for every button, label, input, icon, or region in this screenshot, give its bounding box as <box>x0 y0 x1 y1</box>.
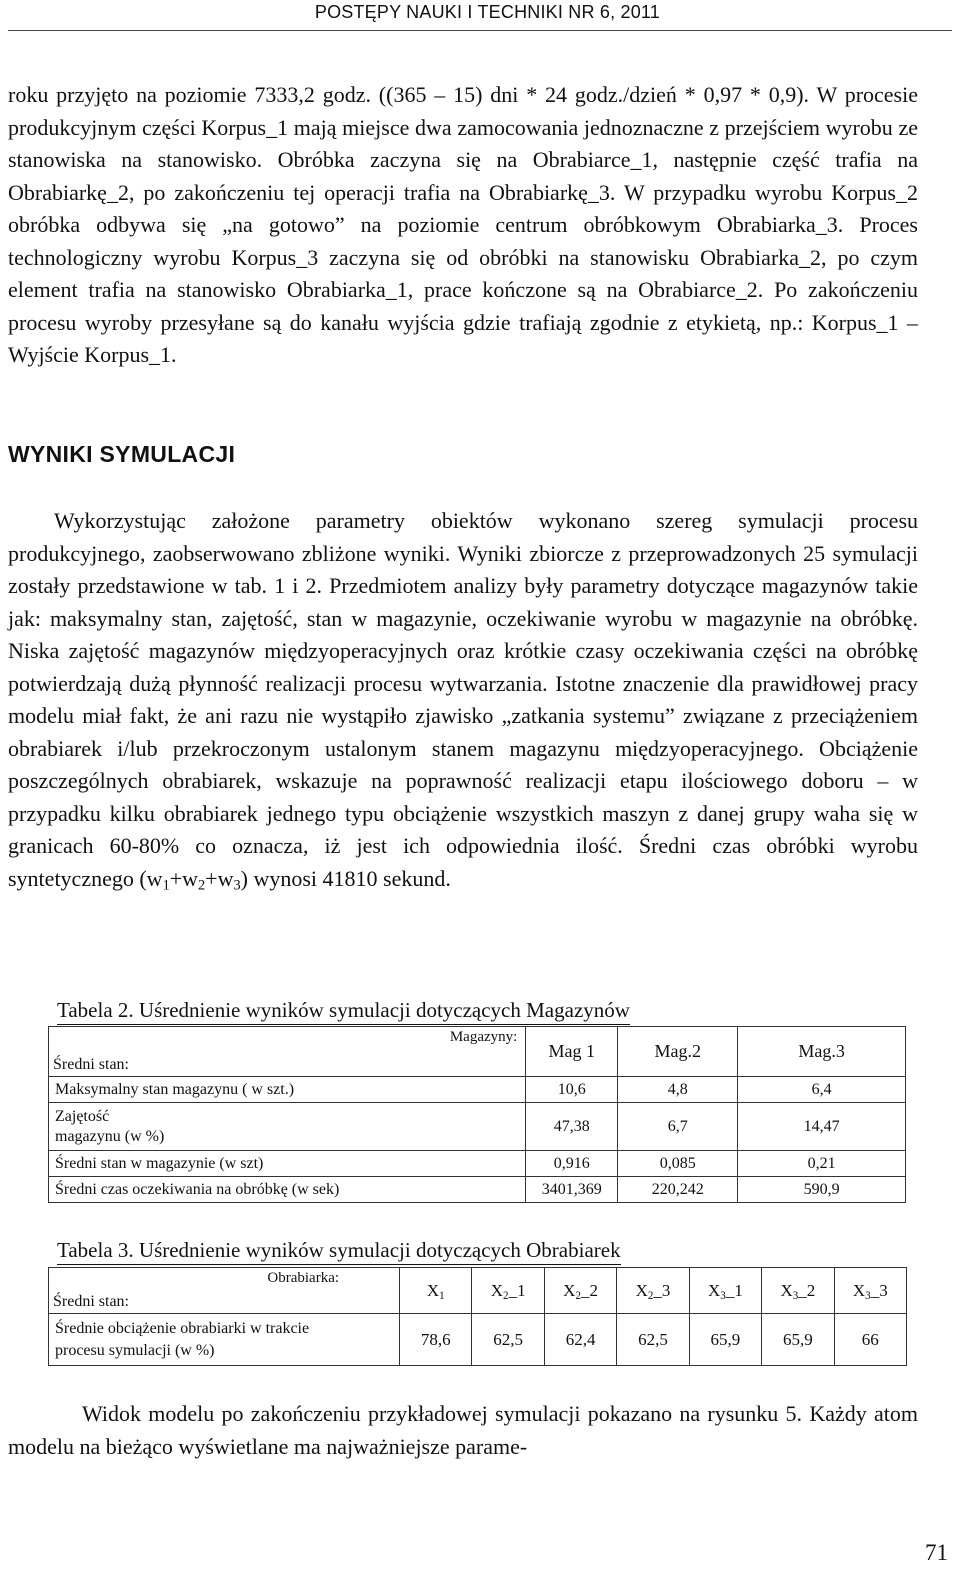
table-row <box>49 1151 906 1177</box>
row-label: Średni czas oczekiwania na obróbkę (w sek) <box>49 1177 526 1203</box>
table-cell: 10,6 <box>526 1077 618 1103</box>
table-cell: 62,4 <box>544 1314 616 1366</box>
table-cell: 66 <box>834 1314 906 1366</box>
column-header: $X_2\_1$ <box>472 1268 544 1314</box>
column-header: $X_1$ <box>400 1268 472 1314</box>
table-cell: 62,5 <box>617 1314 689 1366</box>
table-cell: 590,9 <box>738 1177 906 1203</box>
subscript-w2: 2 <box>198 877 206 894</box>
table-cell: 47,38 <box>526 1103 618 1151</box>
table-cell: 62,5 <box>472 1314 544 1366</box>
table-cell: 3401,369 <box>526 1177 618 1203</box>
column-header: $X_2\_2$ <box>544 1268 616 1314</box>
paragraph-simulation-results <box>8 505 918 895</box>
table-cell: 4,8 <box>618 1077 738 1103</box>
corner-label-bottom: Średni stan: <box>53 1055 129 1073</box>
row-label <box>49 1103 526 1151</box>
paragraph-results-tail: ) wynosi 41810 sekund. <box>240 865 451 891</box>
row-label <box>49 1314 400 1366</box>
plus-w: +w <box>169 865 199 891</box>
row-label-line: Zajętość <box>55 1107 110 1125</box>
table-cell: 0,21 <box>738 1151 906 1177</box>
table-cell: 0,916 <box>526 1151 618 1177</box>
table-cell: 6,4 <box>738 1077 906 1103</box>
section-heading: WYNIKI SYMULACJI <box>8 441 236 467</box>
table-cell: 14,47 <box>738 1103 906 1151</box>
paragraph-model-view: Widok modelu po zakończeniu przykładowej symulacji pokazano na rysunku 5. Każdy atom modelu na bieżąco wyświetlane ma najważniejsze parame- <box>8 1401 918 1459</box>
machine-tool-table <box>48 1267 907 1366</box>
table-cell: 65,9 <box>689 1314 761 1366</box>
row-label-line: Średnie obciążenie obrabiarki w trakcie <box>55 1319 310 1337</box>
column-header: $X_2\_3$ <box>617 1268 689 1314</box>
table-cell: 220,242 <box>618 1177 738 1203</box>
header-rule <box>8 30 952 31</box>
warehouse-table <box>48 1026 906 1203</box>
table2-caption <box>57 998 630 1023</box>
table3-caption-text: Tabela 3. Uśrednienie wyników symulacji dotyczących Obrabiarek <box>57 1238 621 1262</box>
subscript-w3: 3 <box>233 877 241 894</box>
column-header: Mag 1 <box>526 1027 618 1077</box>
plus-w: +w <box>205 865 234 891</box>
corner-label-bottom: Średni stan: <box>53 1292 129 1310</box>
caption-underline <box>57 1264 621 1265</box>
column-header: $X_3\_1$ <box>689 1268 761 1314</box>
table-header-row <box>49 1268 907 1314</box>
corner-label-top: Magazyny: <box>449 1028 518 1045</box>
table-cell: 78,6 <box>400 1314 472 1366</box>
caption-underline <box>57 1024 630 1025</box>
column-header: $X_3\_2$ <box>762 1268 834 1314</box>
table-row <box>49 1314 907 1366</box>
column-header: Mag.3 <box>738 1027 906 1077</box>
table-cell: 0,085 <box>618 1151 738 1177</box>
page-number: 71 <box>925 1540 948 1565</box>
subscript-w1: 1 <box>162 877 170 894</box>
column-header: Mag.2 <box>618 1027 738 1077</box>
table2-caption-text: Tabela 2. Uśrednienie wyników symulacji dotyczących Magazynów <box>57 998 630 1022</box>
table-corner-cell <box>49 1268 400 1314</box>
paragraph-process-description: roku przyjęto na poziomie 7333,2 godz. ((365 – 15) dni * 24 godz./dzień * 0,97 * 0,9). W procesie produkcyjnym części Korpus_1 mają miejsce dwa zamocowania jednoznaczne z przejściem wyrobu ze stanowiska na stanowisko. Obróbka zaczyna się na Obrabiarce_1, następnie część trafia na Obrabiarkę_2, po zakończeniu tej operacji trafia na Obrabiarkę_3. W przypadku wyrobu Korpus_2 obróbka odbywa się „na gotowo” na poziomie centrum obróbkowym Obrabiarka_3. Proces technologiczny wyrobu Korpus_3 zaczyna się od obróbki na stanowisku Obrabiarka_2, po czym element trafia na stanowisko Obrabiarka_1, prace kończone są na Obrabiarce_2. Po zakończeniu procesu wyroby przesyłane są do kanału wyjścia gdzie trafiają zgodnie z etykietą, np.: Korpus_1 – Wyjście Korpus_1. <box>8 82 918 367</box>
corner-label-top: Obrabiarka: <box>267 1269 340 1286</box>
table-cell: 65,9 <box>762 1314 834 1366</box>
table-header-row <box>49 1027 906 1077</box>
table-row <box>49 1177 906 1203</box>
table3-caption <box>57 1238 621 1263</box>
row-label: Średni stan w magazynie (w szt) <box>49 1151 526 1177</box>
table-corner-cell <box>49 1027 526 1077</box>
journal-header: POSTĘPY NAUKI I TECHNIKI NR 6, 2011 <box>314 2 660 22</box>
table-row <box>49 1103 906 1151</box>
column-header: $X_3\_3$ <box>834 1268 906 1314</box>
paragraph-results-text: Wykorzystując założone parametry obiektów wykonano szereg symulacji procesu produkcyjnego, zaobserwowano zbliżone wyniki. Wyniki zbiorcze z przeprowadzonych 25 symulacji zostały przedstawione w tab. 1 i 2. Przedmiotem analizy były parametry dotyczące magazynów takie jak: maksymalny stan, zajętość, stan w magazynie, oczekiwanie wyrobu w magazynie na obróbkę. Niska zajętość magazynów międzyoperacyjnych oraz krótkie czasy oczekiwania części na obróbkę potwierdzają dużą płynność realizacji procesu wytwarzania. Istotne znaczenie dla prawidłowej pracy modelu miał fakt, że ani razu nie wystąpiło zjawisko „zatkania systemu” związane z przeciążeniem obrabiarek i/lub przekroczonym ustalonym stanem magazynu międzyoperacyjnego. Obciążenie poszczególnych obrabiarek, wskazuje na poprawność realizacji etapu ilościowego doboru – w przypadku kilku obrabiarek jednego typu obciążenie wszystkich maszyn z danej grupy waha się w granicach 60-80% co oznacza, iż jest ich odpowiednia ilość. Średni czas obróbki wyrobu syntetycznego (w <box>8 508 918 891</box>
row-label-line: procesu symulacji (w %) <box>55 1341 215 1359</box>
table-cell: 6,7 <box>618 1103 738 1151</box>
table-row <box>49 1077 906 1103</box>
row-label-line: magazynu (w %) <box>55 1127 165 1145</box>
row-label: Maksymalny stan magazynu ( w szt.) <box>49 1077 526 1103</box>
